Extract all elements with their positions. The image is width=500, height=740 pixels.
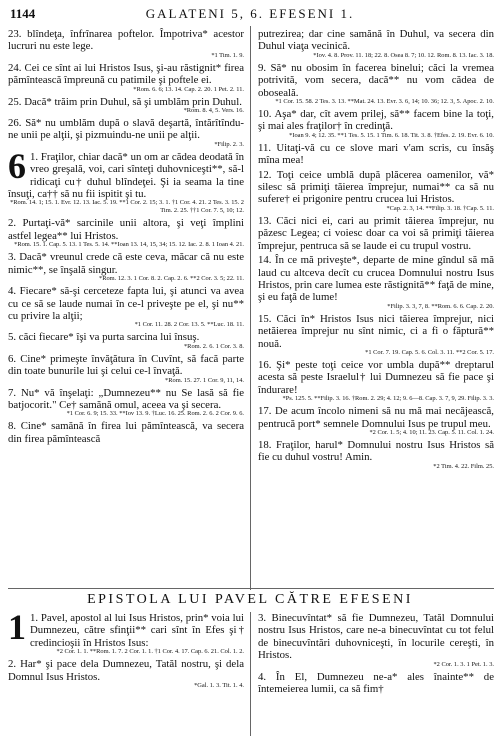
verse — [258, 612, 494, 669]
verse — [258, 254, 494, 311]
verse — [8, 353, 244, 385]
left-column — [8, 28, 244, 447]
verse-text: 11. Uitaţi-vă cu ce slove mari v'am scris, cu însăş mîna mea! — [258, 141, 494, 167]
chapter-number: 1 — [8, 607, 26, 647]
verse — [258, 671, 494, 696]
cross-reference: *2 Cor. 1. 3. 1 Pet. 1. 3. — [433, 660, 494, 668]
cross-reference: *Ioan 9. 4; 12. 35. **1 Tes. 5. 15. 1 Tim. 6. 18. Tit. 3. 8. †Efes. 2. 19. Evr. 6. 10. — [289, 131, 494, 139]
verse-text: 17. De acum încolo nimeni să nu mă mai necăjească, pentrucă port* semnele Domnului Isus pe trupul meu. — [258, 405, 494, 430]
page-number: 1144 — [10, 6, 36, 21]
verse — [8, 145, 244, 216]
column-divider-bottom — [250, 612, 251, 736]
verse — [258, 439, 494, 471]
cross-reference: *2 Cor. 1. 5; 4. 10; 11. 23. Cap. 5. 11. Col. 1. 24. — [369, 428, 494, 436]
cross-reference: *Ps. 125. 5. **Filip. 3. 16. †Rom. 2. 29; 4. 12; 9. 6—8. Cap. 3. 7, 9, 29. Filip. 3. 3. — [282, 395, 494, 403]
verse-text: 23. blîndeţa, înfrînarea poftelor. Împotriva* acestor lucruri nu este lege. — [8, 28, 244, 53]
verse — [8, 607, 244, 656]
verse-text: 18. Fraţilor, harul* Domnului nostru Isus Hristos să fie cu duhul vostru! Amin. — [258, 438, 494, 464]
verse-text: 5. căci fiecare* îşi va purta sarcina lui însuş. — [8, 331, 200, 344]
cross-reference: *Rom. 15. 27. 1 Cor. 9, 11, 14. — [165, 376, 244, 384]
verse-text: 26. Să* nu umblăm după o slavă deşartă, întărîtîndu-ne unii pe alţii, şi pizmuindu-ne unii pe alţii. — [8, 117, 244, 142]
cross-reference: *Filip. 3. 3, 7, 8. **Rom. 6. 6. Cap. 2. 20. — [387, 302, 494, 310]
verse-text: 13. Căci nici ei, cari au primit tăierea împrejur, nu păzesc Legea; ci voiesc doar ca voi să primiţi tăierea împrejur, pentruca să se laude ei cu trupul vostru. — [258, 214, 494, 252]
verse-text: 1. Fraţilor, chiar dacă* un om ar cădea deodată în vreo greşală, voi, cari sînteţi duhovniceşti**, să-l ridicaţi cu† duhul blîndeţei. Şi ia seama la tine însuţi, ca†† să nu fii ispitit şi tu. — [8, 150, 244, 201]
cross-reference: *1 Tim. 1. 9. — [211, 51, 244, 59]
bottom-left-column — [8, 607, 244, 692]
verse-text: putrezirea; dar cine samănă în Duhul, va secera din Duhul viaţa vecinică. — [258, 28, 494, 53]
verse — [8, 331, 244, 350]
verse — [258, 215, 494, 252]
verse-text: 8. Cine* samănă în firea lui pămîntească, va secera din firea pămîntească — [8, 420, 244, 445]
cross-reference: *Gal. 1. 3. Tit. 1. 4. — [194, 682, 244, 690]
verse — [8, 420, 244, 445]
cross-reference: *1 Cor. 6. 9; 15. 33. **Iov 13. 9. †Luc. 16. 25. Rom. 2. 6. 2 Cor. 9. 6. — [66, 410, 244, 418]
verse-text: 3. Binecuvîntat* să fie Dumnezeu, Tatăl Domnului nostru Isus Hristos, care ne-a binecuvîntat cu tot felul de binecuvîntări duhovniceşti, în locurile cereşti, în Hristos. — [258, 612, 494, 662]
book-title: EPISTOLA LUI PAVEL CĂTRE EFESENI — [87, 592, 413, 607]
verse-text: 10. Aşa* dar, cît avem prilej, să** facem bine la toţi, şi mai ales fraţilor† în credinţă. — [258, 108, 494, 133]
cross-reference: *Iov. 4. 8. Prov. 11. 18; 22. 8. Osea 8. 7; 10. 12. Rom. 8. 13. Iac. 3. 18. — [313, 51, 494, 59]
cross-reference: *Rom. 14. 1; 15. 1. Evr. 12. 13. Iac. 5. 19. **1 Cor. 2. 15; 3. 1. †1 Cor. 4. 21. 2 Tes. 3. 15. 2 Tim. 2. 25. ††1 Cor. 7. 5, 10; 12. — [10, 199, 244, 215]
verse-text: 16. Şi* peste toţi ceice vor umbla după** dreptarul acesta să peste Israelul† lui Dumnezeu să fie pace şi îndurare! — [258, 358, 494, 396]
verse — [8, 217, 244, 249]
cross-reference: *1 Cor. 11. 28. 2 Cor. 13. 5. **Luc. 18. 11. — [134, 321, 244, 329]
verse — [8, 28, 244, 60]
cross-reference: *Rom. 15. 1. Cap. 5. 13. 1 Tes. 5. 14. **Ioan 13. 14, 15, 34; 15. 12. Iac. 2. 8. 1 Ioan 4. 21. — [14, 241, 244, 249]
cross-reference: *Filip. 2. 3. — [214, 140, 244, 148]
verse-text: 25. Dacă* trăim prin Duhul, să şi umblăm prin Duhul. — [8, 95, 242, 108]
running-title: GALATENI 5, 6. EFESENI 1. — [145, 6, 355, 21]
verse-text: 24. Cei ce sînt ai lui Hristos Isus, şi-au răstignit* firea pămîntească împreună cu patimile şi poftele ei. — [8, 61, 244, 87]
cross-reference: *Rom. 8. 4, 5. Vers. 16. — [183, 107, 244, 115]
verse-text: 9. Să* nu obosim în facerea binelui; căci la vremea potrivită, vom secera, dacă** nu vom cădea de oboseală. — [258, 61, 494, 99]
cross-reference: *1 Cor. 7. 19. Cap. 5. 6. Col. 3. 11. **2 Cor. 5. 17. — [365, 348, 494, 356]
cross-reference: *Rom. 12. 3. 1 Cor. 8. 2. Cap. 2. 6. **2 Cor. 3. 5; 22. 11. — [99, 275, 244, 283]
column-divider — [250, 26, 251, 590]
verse-text: 2. Har* şi pace dela Dumnezeu, Tatăl nostru, şi dela Domnul Isus Hristos. — [8, 658, 244, 683]
verse-text: 4. În El, Dumnezeu ne-a* ales înainte** de întemeierea lumii, ca să fim† — [258, 670, 494, 696]
verse-text: 12. Toţi ceice umblă după plăcerea oamenilor, vă* silesc să primiţi tăierea împrejur, numai** ca să nu sufere† ei prigonire pentru crucea lui Hristos. — [258, 168, 494, 206]
cross-reference: *1 Cor. 15. 58. 2 Tes. 3. 13. **Mat. 24. 13. Evr. 3. 6, 14; 10. 36; 12. 3, 5. Apoc. 2. 10. — [275, 98, 494, 106]
verse-text: 1. Pavel, apostol al lui Isus Hristos, prin* voia lui Dumnezeu, către sfinţii** cari sînt în Efes şi† credincioşii în Hristos Isus: — [30, 612, 244, 649]
cross-reference: *Rom. 2. 6. 1 Cor. 3. 8. — [183, 342, 244, 350]
verse — [8, 658, 244, 690]
verse — [8, 285, 244, 329]
verse-text: 3. Dacă* vreunul crede că este ceva, măcar că nu este nimic**, se înşală singur. — [8, 251, 244, 276]
verse-text: 15. Căci în* Hristos Isus nici tăierea împrejur, nici netăierea împrejur nu sînt nimic, ci a fi o făptură** nouă. — [258, 312, 494, 350]
bottom-right-column — [258, 612, 494, 697]
verse — [8, 62, 244, 94]
verse — [8, 117, 244, 149]
verse-text: 6. Cine* primeşte învăţătura în Cuvînt, să facă parte din toate bunurile lui şi celui ce-l învaţă. — [8, 352, 244, 378]
verse-text: 14. În ce mă priveşte*, departe de mine gîndul să mă laud cu altceva decît cu crucea Domnului nostru Isus Hristos, prin care lumea este răstignită** faţă de mine, şi eu faţă de lume! — [258, 254, 494, 304]
verse — [8, 387, 244, 419]
cross-reference: *2 Tim. 4. 22. Film. 25. — [433, 462, 494, 470]
verse-text: 4. Fiecare* să-şi cerceteze fapta lui, şi atunci va avea cu ce să se laude numai în ce-l priveşte pe el, şi nu** cu privire la alţii; — [8, 285, 244, 322]
verse — [8, 251, 244, 283]
verse — [258, 28, 494, 60]
cross-reference: *Rom. 6. 6; 13. 14. Cap. 2. 20. 1 Pet. 2. 11. — [133, 85, 244, 93]
page-header — [10, 6, 490, 24]
chapter-number: 6 — [8, 145, 26, 186]
verse — [258, 359, 494, 403]
verse — [258, 169, 494, 213]
verse — [8, 96, 244, 115]
verse — [258, 313, 494, 357]
cross-reference: *Cap. 2. 3, 14. **Filip. 3. 18. †Cap. 5. 11. — [386, 204, 494, 212]
verse-text: 2. Purtaţi-vă* sarcinile unii altora, şi veţi împlini astfel legea** lui Hristos. — [8, 217, 244, 242]
verse — [258, 62, 494, 106]
verse — [258, 405, 494, 437]
cross-reference: *2 Cor. 1. 1. **Rom. 1. 7. 2 Cor. 1. 1. †1 Cor. 4. 17. Cap. 6. 21. Col. 1. 2. — [56, 648, 244, 656]
right-column — [258, 28, 494, 473]
verse — [258, 108, 494, 140]
verse-text: 7. Nu* vă înşelaţi: „Dumnezeu** nu Se lasă să fie batjocorit." Ce† samănă omul, aceea va şi secera. — [8, 386, 244, 411]
section-rule — [8, 588, 494, 589]
verse — [258, 142, 494, 167]
